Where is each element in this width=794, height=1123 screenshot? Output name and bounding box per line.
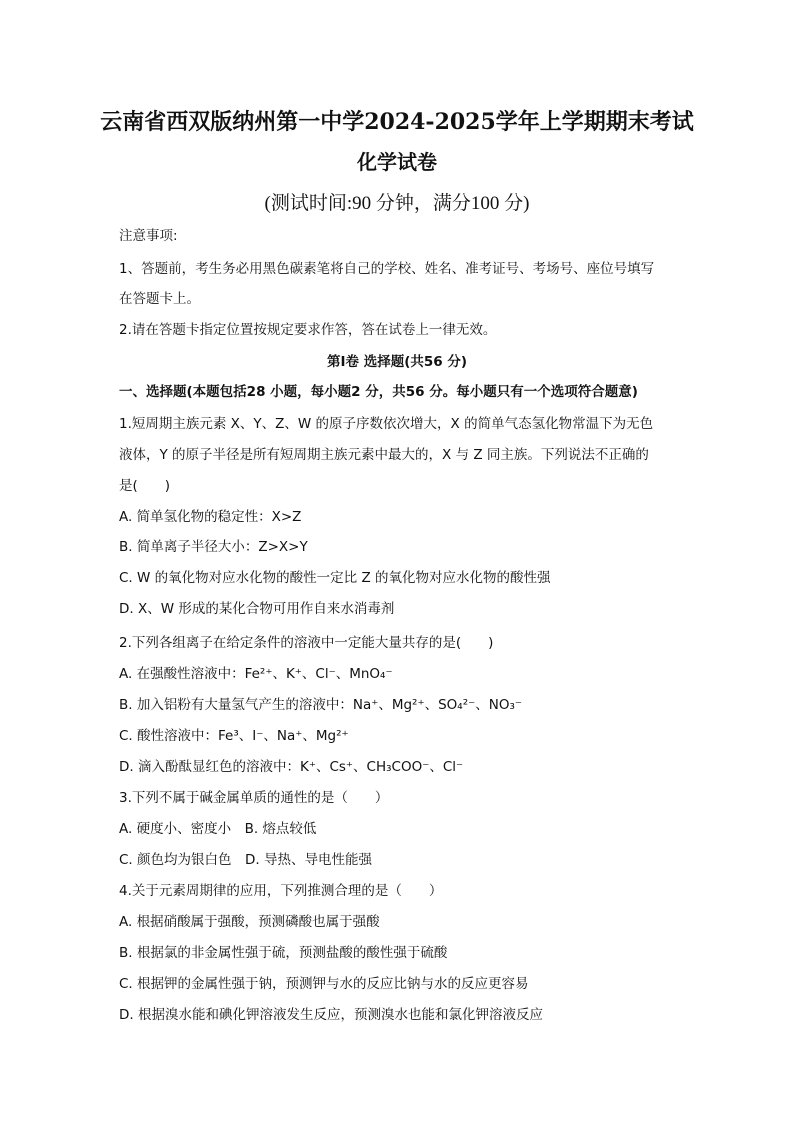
q1-stem-line-2: 液体，Y 的原子半径是所有短周期主族元素中最大的，X 与 Z 同主族。下列说法不正确的 xyxy=(119,447,649,463)
exam-title: 云南省西双版纳州第一中学2024-2025学年上学期期末考试 xyxy=(100,109,694,135)
q1-stem-line-1: 1.短周期主族元素 X、Y、Z、W 的原子序数依次增大，X 的简单气态氢化物常温下为无色 xyxy=(119,416,654,432)
q1-option-b: B. 简单离子半径大小：Z>X>Y xyxy=(119,539,308,555)
q3-options-cd: C. 颜色均为银白色 D. 导热、导电性能强 xyxy=(119,852,372,868)
notice-heading: 注意事项: xyxy=(119,228,178,244)
notice-item-1-line-1: 1、答题前，考生务必用黑色碳素笔将自己的学校、姓名、准考证号、考场号、座位号填写 xyxy=(119,261,655,277)
part-title: 一、选择题(本题包括28 小题，每小题2 分，共56 分。每小题只有一个选项符合题意) xyxy=(119,384,638,400)
q2-option-d: D. 滴入酚酞显红色的溶液中：K⁺、Cs⁺、CH₃COO⁻、Cl⁻ xyxy=(119,759,464,775)
q4-stem: 4.关于元素周期律的应用，下列推测合理的是（ ） xyxy=(119,883,443,899)
q2-option-b: B. 加入铝粉有大量氢气产生的溶液中：Na⁺、Mg²⁺、SO₄²⁻、NO₃⁻ xyxy=(119,697,523,713)
q2-option-a: A. 在强酸性溶液中：Fe²⁺、K⁺、Cl⁻、MnO₄⁻ xyxy=(119,666,393,682)
q1-option-d: D. X、W 形成的某化合物可用作自来水消毒剂 xyxy=(119,601,395,617)
q3-stem: 3.下列不属于碱金属单质的通性的是（ ） xyxy=(119,790,389,806)
q3-options-ab: A. 硬度小、密度小 B. 熔点较低 xyxy=(119,821,317,837)
exam-subtitle: 化学试卷 xyxy=(357,150,437,174)
q2-option-c: C. 酸性溶液中：Fe³、I⁻、Na⁺、Mg²⁺ xyxy=(119,728,349,744)
q1-option-c: C. W 的氧化物对应水化物的酸性一定比 Z 的氧化物对应水化物的酸性强 xyxy=(119,570,551,586)
notice-item-2: 2.请在答题卡指定位置按规定要求作答，答在试卷上一律无效。 xyxy=(119,322,497,338)
exam-time-note: (测试时间:90 分钟，满分100 分) xyxy=(264,193,530,214)
q4-option-c: C. 根据钾的金属性强于钠，预测钾与水的反应比钠与水的反应更容易 xyxy=(119,976,529,992)
q4-option-d: D. 根据溴水能和碘化钾溶液发生反应，预测溴水也能和氯化钾溶液反应 xyxy=(119,1007,543,1023)
notice-item-1-line-2: 在答题卡上。 xyxy=(119,291,200,307)
q1-option-a: A. 简单氢化物的稳定性：X>Z xyxy=(119,509,302,525)
q1-stem-line-3: 是( ) xyxy=(119,478,171,494)
q4-option-a: A. 根据硝酸属于强酸，预测磷酸也属于强酸 xyxy=(119,914,380,930)
volume-title: 第Ⅰ卷 选择题(共56 分) xyxy=(326,354,468,370)
q2-stem: 2.下列各组离子在给定条件的溶液中一定能大量共存的是( ) xyxy=(119,635,494,651)
q4-option-b: B. 根据氯的非金属性强于硫，预测盐酸的酸性强于硫酸 xyxy=(119,945,448,961)
